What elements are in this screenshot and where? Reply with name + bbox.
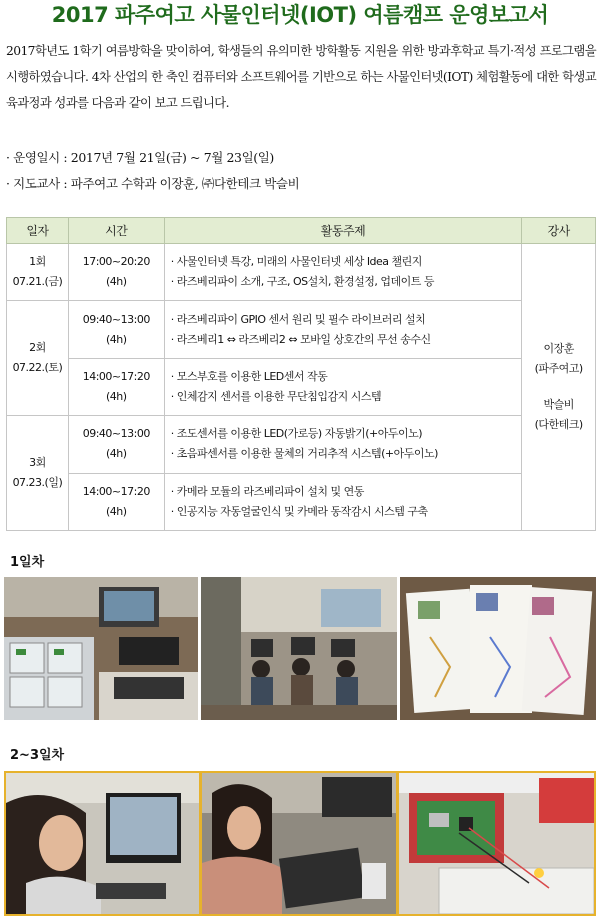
time-hours: (4h) [105, 447, 127, 461]
topic-line: · 인공지능 자동얼굴인식 및 카메라 동작감시 시스템 구축 [170, 504, 428, 518]
day-number: 3회 [29, 456, 46, 470]
time-hours: (4h) [105, 275, 127, 289]
header-time: 시간 [68, 218, 164, 244]
page-title: 2017 파주여고 사물인터넷(IOT) 여름캠프 운영보고서 [51, 3, 549, 27]
topic-line: · 초음파센서를 이용한 물체의 거리추적 시스템(+아두이노) [170, 447, 438, 461]
time-hours: (4h) [105, 389, 127, 403]
photo-student-board [202, 773, 396, 914]
photo-lab-kits [4, 577, 198, 720]
day-cell [7, 244, 69, 301]
time-range: 17:00~20:20 [82, 255, 150, 269]
time-cell [68, 301, 164, 358]
header-day: 일자 [7, 218, 69, 244]
header-topic: 활동주제 [164, 218, 522, 244]
topic-cell [164, 244, 522, 301]
time-hours: (4h) [105, 332, 127, 346]
teacher-name-1: 이장훈 [543, 342, 574, 355]
topic-cell [164, 301, 522, 358]
teacher-cell [522, 244, 596, 531]
section-day1-label: 1일차 [10, 555, 45, 570]
photo-student-monitor [6, 773, 199, 914]
teacher-name-2: 박슬비 [543, 398, 574, 411]
day-cell [7, 301, 69, 416]
topic-cell [164, 473, 522, 530]
time-range: 14:00~17:20 [82, 369, 150, 383]
time-range: 14:00~17:20 [82, 484, 150, 498]
teacher-org-2: (다한테크) [534, 418, 583, 431]
topic-line: · 인체감지 센서를 이용한 무단침입감지 시스템 [170, 389, 382, 403]
photo-worksheets [400, 577, 596, 720]
photo-classroom [201, 577, 397, 720]
day-number: 1회 [29, 255, 46, 269]
topic-line: · 라즈베리1 ⇔ 라즈베리2 ⇔ 모바일 상호간의 무선 송수신 [170, 332, 431, 346]
section-day23-label: 2~3일차 [10, 748, 65, 763]
day-date: 07.22.(토) [12, 361, 63, 375]
photo-breadboard-led [399, 773, 594, 914]
time-cell [68, 473, 164, 530]
time-range: 09:40~13:00 [82, 312, 150, 326]
table-row [7, 358, 596, 415]
info-teachers: · 지도교사 : 파주여고 수학과 이장훈, ㈜다한테크 박슬비 [6, 176, 300, 191]
topic-line: · 라즈베리파이 GPIO 센서 원리 및 필수 라이브러리 설치 [170, 312, 426, 326]
header-teacher: 강사 [522, 218, 596, 244]
topic-cell [164, 358, 522, 415]
teacher-org-1: (파주여고) [534, 362, 583, 375]
day-date: 07.23.(일) [12, 476, 63, 490]
info-period: · 운영일시 : 2017년 7월 21일(금) ~ 7월 23일(일) [6, 150, 274, 165]
table-row [7, 473, 596, 530]
time-cell [68, 358, 164, 415]
topic-line: · 카메라 모듈의 라즈베리파이 설치 및 연동 [170, 484, 364, 498]
day-date: 07.21.(금) [12, 275, 63, 289]
topic-cell [164, 416, 522, 473]
schedule-table [6, 217, 596, 531]
topic-line: · 라즈베리파이 소개, 구조, OS설치, 환경설정, 업데이트 등 [170, 275, 434, 289]
time-cell [68, 244, 164, 301]
time-cell [68, 416, 164, 473]
topic-line: · 모스부호를 이용한 LED센서 작동 [170, 369, 328, 383]
table-header-row [7, 218, 596, 244]
table-row [7, 416, 596, 473]
time-range: 09:40~13:00 [82, 427, 150, 441]
time-hours: (4h) [105, 504, 127, 518]
table-row [7, 244, 596, 301]
day-number: 2회 [29, 341, 46, 355]
topic-line: · 조도센서를 이용한 LED(가로등) 자동밝기(+아두이노) [170, 427, 423, 441]
intro-paragraph: 2017학년도 1학기 여름방학을 맞이하여, 학생들의 유의미한 방학활동 지원을 위한 방과후학교 특기·적성 프로그램을 시행하였습니다. 4차 산업의 한 축인 컴퓨터와 소프트웨어를 기반으로 하는 사물인터넷(IOT) 체험활동에 대한 학생교육과정과 성과를 다음과 같이 보고 드립니다. [6, 44, 596, 110]
topic-line: · 사물인터넷 특강, 미래의 사물인터넷 세상 Idea 챌린지 [170, 255, 422, 269]
table-row [7, 301, 596, 358]
day-cell [7, 416, 69, 531]
